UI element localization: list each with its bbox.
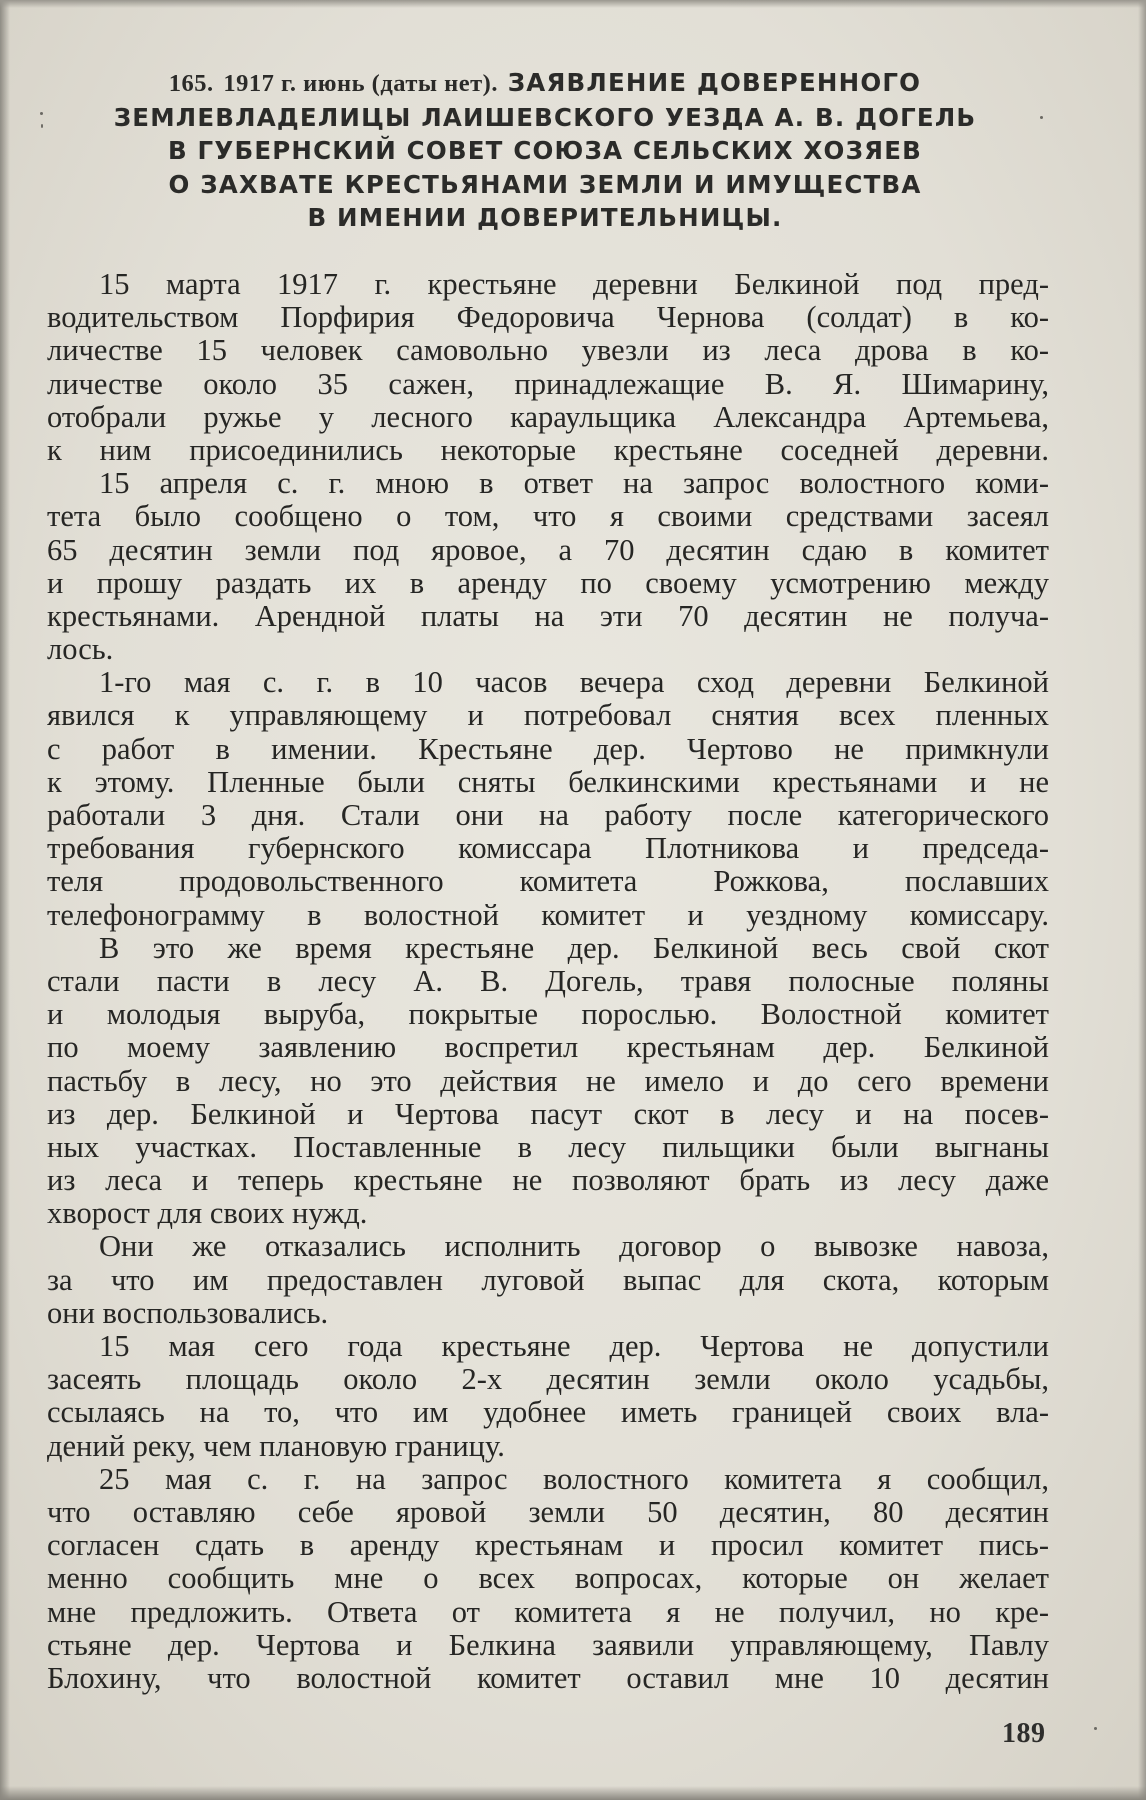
document-body — [47, 268, 1049, 1695]
body-line: стьяне дер. Чертова и Белкина заявили управляющему, Павлу — [47, 1627, 1049, 1662]
scan-shadow-bottom — [0, 1786, 1146, 1800]
heading-line-1 — [100, 66, 990, 101]
body-line: 25 мая с. г. на запрос волостного комитета я сообщил, — [99, 1461, 1049, 1496]
body-line: личестве 15 человек самовольно увезли из леса дрова в ко- — [47, 333, 1049, 368]
body-line: В это же время крестьяне дер. Белкиной весь свой скот — [99, 930, 1049, 965]
body-line: дений реку, чем плановую границу. — [47, 1428, 505, 1463]
heading-line-5: В ИМЕНИИ ДОВЕРИТЕЛЬНИЦЫ. — [307, 203, 783, 232]
body-line: за что им предоставлен луговой выпас для скота, которым — [47, 1262, 1049, 1297]
document-date: 1917 г. июнь (даты нет). — [223, 70, 498, 97]
body-line: 65 десятин земли под яровое, а 70 десятин сдаю в комитет — [47, 532, 1049, 567]
body-line: они воспользовались. — [47, 1295, 329, 1330]
scan-shadow-top — [0, 0, 1146, 8]
body-line: 15 марта 1917 г. крестьяне деревни Белкиной под пред- — [99, 267, 1049, 301]
scan-shadow-left — [0, 0, 10, 1800]
body-line: стали пасти в лесу А. В. Догель, травя полосные поляны — [47, 963, 1049, 998]
body-line: теля продовольственного комитета Рожкова, пославших — [47, 864, 1049, 899]
dust-speck — [1040, 116, 1043, 119]
dust-speck — [1094, 1727, 1097, 1730]
body-line: 1-го мая с. г. в 10 часов вечера сход деревни Белкиной — [99, 665, 1049, 700]
body-line: личестве около 35 сажен, принадлежащие В. Я. Шимарину, — [47, 366, 1049, 401]
body-line: крестьянами. Арендной платы на эти 70 десятин не получа- — [47, 598, 1049, 633]
body-line: хворост для своих нужд. — [47, 1196, 368, 1231]
body-line: пастьбу в лесу, но это действия не имело и до сего времени — [47, 1063, 1049, 1098]
body-line: явился к управляющему и потребовал снятия всех пленных — [47, 698, 1049, 733]
body-line: тета было сообщено о том, что я своими средствами засеял — [47, 499, 1049, 534]
body-line: менно сообщить мне о всех вопросах, которые он желает — [47, 1561, 1049, 1596]
body-line: к этому. Пленные были сняты белкинскими крестьянами и не — [47, 764, 1049, 799]
body-line: водительством Порфирия Федоровича Чернова (солдат) в ко- — [47, 300, 1049, 335]
body-line: по моему заявлению воспретил крестьянам дер. Белкиной — [47, 1030, 1049, 1065]
document-number: 165. — [168, 70, 214, 97]
heading-line-2: ЗЕМЛЕВЛАДЕЛИЦЫ ЛАИШЕВСКОГО УЕЗДА А. В. ДОГЕЛЬ — [113, 102, 977, 132]
body-line: мне предложить. Ответа от комитета я не получил, но кре- — [47, 1594, 1049, 1629]
scan-shadow-right — [1138, 0, 1146, 1800]
body-line: согласен сдать в аренду крестьянам и просил комитет пись- — [47, 1528, 1049, 1563]
body-line: лось. — [47, 632, 114, 667]
body-line: ссылаясь на то, что им удобнее иметь границей своих вла- — [47, 1395, 1049, 1430]
body-line: и прошу раздать их в аренду по своему усмотрению между — [47, 565, 1049, 600]
body-line: работали 3 дня. Стали они на работу после категорического — [47, 798, 1049, 832]
body-line: телефонограмму в волостной комитет и уездному комиссару. — [47, 897, 1049, 932]
body-line: отобрали ружье у лесного караульщика Александра Артемьева, — [47, 399, 1049, 434]
body-line: Блохину, что волостной комитет оставил мне 10 десятин — [47, 1660, 1049, 1695]
body-line: из дер. Белкиной и Чертова пасут скот в лесу и на посев- — [47, 1096, 1049, 1131]
heading-line-3: В ГУБЕРНСКИЙ СОВЕТ СОЮЗА СЕЛЬСКИХ ХОЗЯЕВ — [167, 136, 923, 165]
body-line: из леса и теперь крестьяне не позволяют брать из лесу даже — [47, 1163, 1049, 1198]
body-line: ных участках. Поставленные в лесу пильщики были выгнаны — [47, 1129, 1049, 1164]
body-line: Они же отказались исполнить договор о вывозке навоза, — [99, 1229, 1049, 1264]
body-line: к ним присоединились некоторые крестьяне соседней деревни. — [47, 432, 1049, 467]
heading-text: ЗАЯВЛЕНИЕ ДОВЕРЕННОГО — [507, 68, 922, 97]
dust-speck — [40, 112, 43, 115]
body-line: 15 апреля с. г. мною в ответ на запрос волостного коми- — [99, 466, 1049, 501]
heading-line-4: О ЗАХВАТЕ КРЕСТЬЯНАМИ ЗЕМЛИ И ИМУЩЕСТВА — [168, 169, 922, 199]
document-heading — [100, 66, 990, 235]
dust-speck — [41, 124, 43, 128]
body-line: и молодыя выруба, покрытые порослью. Волостной комитет — [47, 997, 1049, 1032]
body-line: засеять площадь около 2-х десятин земли около усадьбы, — [47, 1362, 1049, 1397]
body-line: с работ в имении. Крестьяне дер. Чертово не примкнули — [47, 731, 1049, 766]
page-number: 189 — [1002, 1718, 1046, 1749]
body-line: 15 мая сего года крестьяне дер. Чертова не допустили — [99, 1329, 1049, 1363]
body-line: требования губернского комиссара Плотникова и председа- — [47, 831, 1049, 866]
body-line: что оставляю себе яровой земли 50 десятин, 80 десятин — [47, 1494, 1049, 1529]
